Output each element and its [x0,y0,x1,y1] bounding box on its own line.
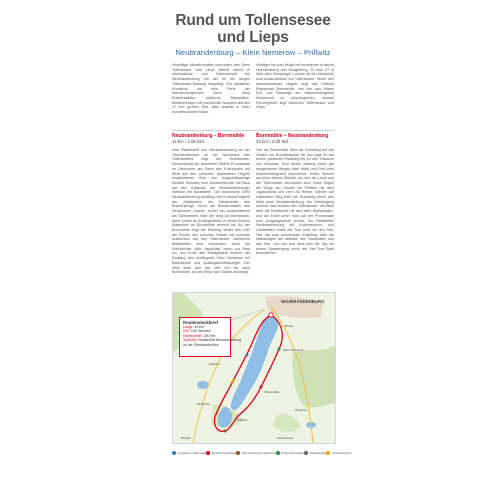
intro-text-right: Häufiger bis zum Hügel mit excellenter Aussicht Heinrichsberg und Gnagelberg, 24 bzw. 37 m über dem Seespiegel. Lohnen ist ein Abstecher zum Aussichtsturm am Tollensesee. Hinter den ausnahmsweise Hügeln liegt das Gutshof Restaurant Bornmühle, von hier aus führen Fuß und Radwege am Naturschutzgebiet Nonnenhof zu ursprünglichen, dessen Feuchtgebiet liegt zwischen Tollensesee und Lieps. [256,63,334,110]
place-label: Klein Nemerow [283,348,304,352]
legend-label: Radwerkstatt [309,451,327,455]
legend-label: Gewässer / Badestelle [177,451,207,455]
route-distance: 11 km / 1:06 Std. [172,139,205,144]
legend-dot-icon [304,451,308,455]
poi-marker [278,348,281,351]
info-line [183,343,227,347]
map-graphic [173,293,335,443]
legend-item [206,451,236,455]
map-town-label: NEUBRANDENBURG [281,299,325,304]
legend-item [276,451,304,455]
place-label: Alt Rehse [197,402,211,406]
title-line-2: und Lieps [217,29,289,46]
page-subtitle: Neubrandenburg – Klein Nemerow – Prillwitz [175,48,331,57]
route-text-1: Vom Radlerstoff von Neubrandenburg an der Oberbachbrücke an der Nordbucht des Tollensesees folgt der Tollensesee-Radrundweg der autofreien Straße Promenade im Uferzonen am Rand des Kulturparks mit Blick auf den zwischen bewaldeten Hügeln eingebetteten See. Am Augustoffsanlage Muddle Schullen eine Aussichtspunkt mit Blick auf den Gutspark, am Neubrandenburger Seebad mit Badestelle. Die historische 1994 Neubrandenburg Aufstieg zum Kurhaus beginnt am „Waldparks“ die Häuserzeile des Buchenbergs. Durch die Buchenwälder des Nemerower Holzes, vorbei am Aussichtsturm am Tollensesee, führt der Weg zur Bornmühle, dann vorbei an Ausflugszielen in einem kurzen Abstecher an Bornmühle erreicht ist. An der Bornmühle folgt der Radweg weiter den Ufer am Rande des Lenniner Holzes mit schönen Ausblicken auf den Tollensesee, zahlreiche Badestellen sind vorhanden. Auch die Schutzhütte „Alte Jagdhütte“ laden zur Rast ein. Am Ende des Waldgebiets erreicht der Radweg den Ausflugsort Klein Nemerow mit Badestrand und Ausflugsschiffsanleger. Der Weg setzt sich am Ufer fort bis nach Bornmühle, wo der Weg nach Süden abzweigt. [172,148,250,275]
legend-dot-icon [276,451,280,455]
page-title [165,12,341,46]
intro-section [172,63,334,123]
legend-label: Übernachtungsmöglichkeit [241,451,276,455]
brochure-page [165,0,352,504]
place-label: Penzlin [181,436,191,440]
info-key: Zeit: [183,329,190,334]
legend-item [304,451,326,455]
legend-dot-icon [206,451,210,455]
route-header-2 [256,133,334,145]
info-title: Routensteckbrief [183,320,219,325]
place-label: Bornmühle [265,390,280,394]
place-label: Broda [285,324,294,328]
place-label: Wustrow [295,408,307,412]
route-distance: 23 km / 2:30 Std. [256,139,290,144]
map-legend [172,447,352,459]
route-text-2: Von der Bornmühle führt der Rundweg auf der Zufahrt zur Bundesstraße 96 und folgt ihr auf einem parallelen Radweg bis zu den Häusern von Wustrow. Dort rechts entlang eines gut ausgebauten Weges über Wald und Feld zum Naturschutzgebiet Nonnenhof, hinter diesem auf einer kleinen Brücke, an dem die Lieps und der Tollensesee verbunden sind. Dann folgen die Wege am Ostufer bis Prillwitz mit dem Jagdschloss und dem Alt Rehse. Wieder auf separatem Weg führt der Rundweg durch den Wald nach Neubrandenburg. Am Ortseingang erreicht man wieder den Tollensesee, mit Blick über die Nordbucht mit den alten Wallanlagen, und am Ende kehrt man auf der Promenade zum Ausgangspunkt zurück. Am Stadthafen Neubrandenburg mit Kulturzentrum und Gaststätten endet die Tour rund um den See. Hier hat man wunderbare Ausblicke über die Wallanlagen der Altstadt, den Stadthafen und den See. Von dort aus lässt sich der Tag mit einem Spaziergang durch die Vier-Tore-Stadt beschließen. [256,148,334,256]
route-header-1 [172,133,250,145]
place-label: Prillwitz [237,418,248,422]
poi-marker [260,386,263,389]
legend-dot-icon [172,451,176,455]
poi-marker [232,380,235,383]
info-key: Höhenmeter: [183,333,203,338]
legend-item [326,451,351,455]
start-marker [269,313,273,317]
forest-area [292,345,335,408]
section-divider [172,130,334,131]
intro-text-left: Unzählige Mutathorstäbe umrunden den Seen Tollensesee und Lieps allerlei bleich in Informations- und Tollensensee bei Neubrandenburg mit der 30 km langen Tollensesee-Radweg eingefügt. Ein attraktiver Rundkurs um eine Perle der Mecklenburgischen Seen – dicht Buchenwälder, idyllische Badeplätze, Moränenhügel mit prachtvoller Aussicht auf den 17 km² großen See, alles autofrei in einer wunderschönen Natur. [172,63,250,115]
route-map[interactable] [172,292,336,444]
legend-item [236,451,276,455]
info-value: 230 Hm [203,333,216,338]
legend-dot-icon [326,451,330,455]
legend-dot-icon [236,451,240,455]
route-title: Neubrandenburg – Bornmühle [172,133,245,139]
legend-item [172,451,206,455]
info-key: Start/Ziel: [183,338,198,343]
poi-marker [246,354,249,357]
info-key: Länge: [183,325,194,329]
route-title: Bornmühle – Neubrandenburg [256,133,329,139]
info-value: an der Oberbachbrücke [183,342,219,347]
legend-label: Einkehrmöglichkeit [211,451,237,455]
lake-tollensesee [231,315,278,410]
place-label: Hohenzieritz [277,436,294,440]
info-value: Radlerstoff Neubrandenburg [198,338,242,343]
route-info-box [179,317,242,357]
poi-marker [224,430,227,433]
legend-label: Sehenswürdigkeit [281,451,305,455]
info-value: 34 km [194,325,204,329]
legend-label: Aussichtspunkt [331,451,352,455]
info-value: 3:30 Stunden [190,329,211,334]
place-label: Küssow [209,362,220,366]
forest-area [273,414,301,432]
title-line-1: Rund um Tollensesee [175,12,331,29]
